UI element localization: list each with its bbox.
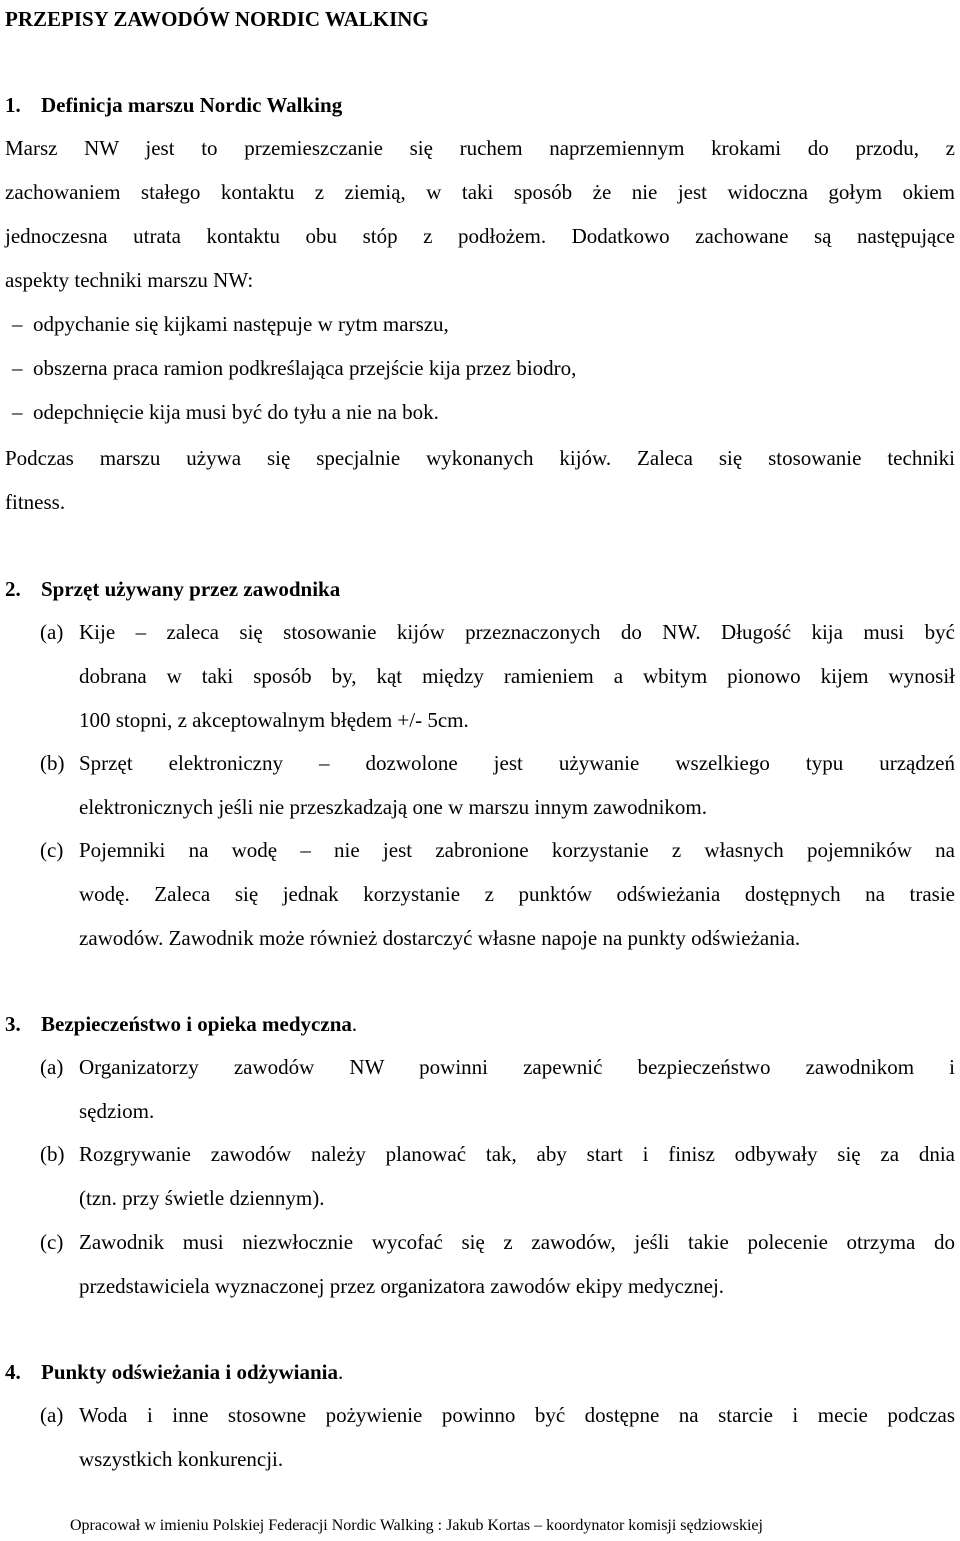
section-3-heading-wrap bbox=[41, 1014, 357, 1035]
bullet-item: obszerna praca ramion podkreślająca przejście kija przez biodro, bbox=[33, 356, 577, 380]
item-label: (a) bbox=[40, 1055, 64, 1079]
paragraph-line: Podczas marszu używa się specjalnie wykonanych kijów. Zaleca się stosowanie techniki bbox=[5, 446, 955, 470]
dash-bullet-icon: – bbox=[12, 312, 23, 336]
section-3-heading-period: . bbox=[351, 1012, 358, 1036]
section-4-number: 4. bbox=[5, 1360, 21, 1384]
item-line: (tzn. przy świetle dziennym). bbox=[79, 1186, 325, 1210]
dash-bullet-icon: – bbox=[12, 400, 23, 424]
item-line: Organizatorzy zawodów NW powinni zapewnić bezpieczeństwo zawodnikom i bbox=[79, 1055, 955, 1079]
item-label: (a) bbox=[40, 1403, 64, 1427]
item-line: elektronicznych jeśli nie przeszkadzają one w marszu innym zawodnikom. bbox=[79, 795, 708, 819]
item-line: Pojemniki na wodę – nie jest zabronione korzystanie z własnych pojemników na bbox=[79, 838, 955, 862]
section-4-heading-wrap bbox=[41, 1362, 343, 1383]
item-line: wszystkich konkurencji. bbox=[79, 1447, 284, 1471]
page-footer: Opracował w imieniu Polskiej Federacji Nordic Walking : Jakub Kortas – koordynator komisji sędziowskiej bbox=[70, 1517, 763, 1534]
item-line: dobrana w taki sposób by, kąt między ramieniem a wbitym pionowo kijem wynosił bbox=[79, 664, 955, 688]
bullet-item: odepchnięcie kija musi być do tyłu a nie na bok. bbox=[33, 400, 439, 424]
document-title: PRZEPISY ZAWODÓW NORDIC WALKING bbox=[5, 7, 429, 31]
section-3-heading: Bezpieczeństwo i opieka medyczna bbox=[41, 1012, 352, 1036]
item-label: (c) bbox=[40, 1230, 64, 1254]
item-line: Zawodnik musi niezwłocznie wycofać się z zawodów, jeśli takie polecenie otrzyma do bbox=[79, 1230, 955, 1254]
section-3-number: 3. bbox=[5, 1012, 21, 1036]
section-2-heading: Sprzęt używany przez zawodnika bbox=[41, 577, 341, 601]
item-line: 100 stopni, z akceptowalnym błędem +/- 5cm. bbox=[79, 708, 469, 732]
paragraph-line: zachowaniem stałego kontaktu z ziemią, w taki sposób że nie jest widoczna gołym okiem bbox=[5, 180, 955, 204]
item-line: Woda i inne stosowne pożywienie powinno być dostępne na starcie i mecie podczas bbox=[79, 1403, 955, 1427]
paragraph-line: Marsz NW jest to przemieszczanie się ruchem naprzemiennym krokami do przodu, z bbox=[5, 136, 955, 160]
item-line: wodę. Zaleca się jednak korzystanie z punktów odświeżania dostępnych na trasie bbox=[79, 882, 955, 906]
paragraph-line: aspekty techniki marszu NW: bbox=[5, 268, 254, 292]
item-label: (a) bbox=[40, 620, 64, 644]
item-line: Kije – zaleca się stosowanie kijów przeznaczonych do NW. Długość kija musi być bbox=[79, 620, 955, 644]
paragraph-line: jednoczesna utrata kontaktu obu stóp z podłożem. Dodatkowo zachowane są następujące bbox=[5, 224, 955, 248]
item-label: (b) bbox=[40, 1142, 65, 1166]
bullet-item: odpychanie się kijkami następuje w rytm marszu, bbox=[33, 312, 449, 336]
dash-bullet-icon: – bbox=[12, 356, 23, 380]
section-4-heading: Punkty odświeżania i odżywiania bbox=[41, 1360, 338, 1384]
item-line: zawodów. Zawodnik może również dostarczyć własne napoje na punkty odświeżania. bbox=[79, 926, 801, 950]
item-line: Rozgrywanie zawodów należy planować tak, aby start i finisz odbywały się za dnia bbox=[79, 1142, 955, 1166]
item-label: (b) bbox=[40, 751, 65, 775]
item-line: przedstawiciela wyznaczonej przez organizatora zawodów ekipy medycznej. bbox=[79, 1274, 725, 1298]
paragraph-line: fitness. bbox=[5, 490, 66, 514]
item-line: Sprzęt elektroniczny – dozwolone jest używanie wszelkiego typu urządzeń bbox=[79, 751, 955, 775]
section-1-heading: Definicja marszu Nordic Walking bbox=[41, 93, 343, 117]
section-4-heading-period: . bbox=[337, 1360, 344, 1384]
item-label: (c) bbox=[40, 838, 64, 862]
section-2-number: 2. bbox=[5, 577, 21, 601]
section-1-number: 1. bbox=[5, 93, 21, 117]
item-line: sędziom. bbox=[79, 1099, 155, 1123]
